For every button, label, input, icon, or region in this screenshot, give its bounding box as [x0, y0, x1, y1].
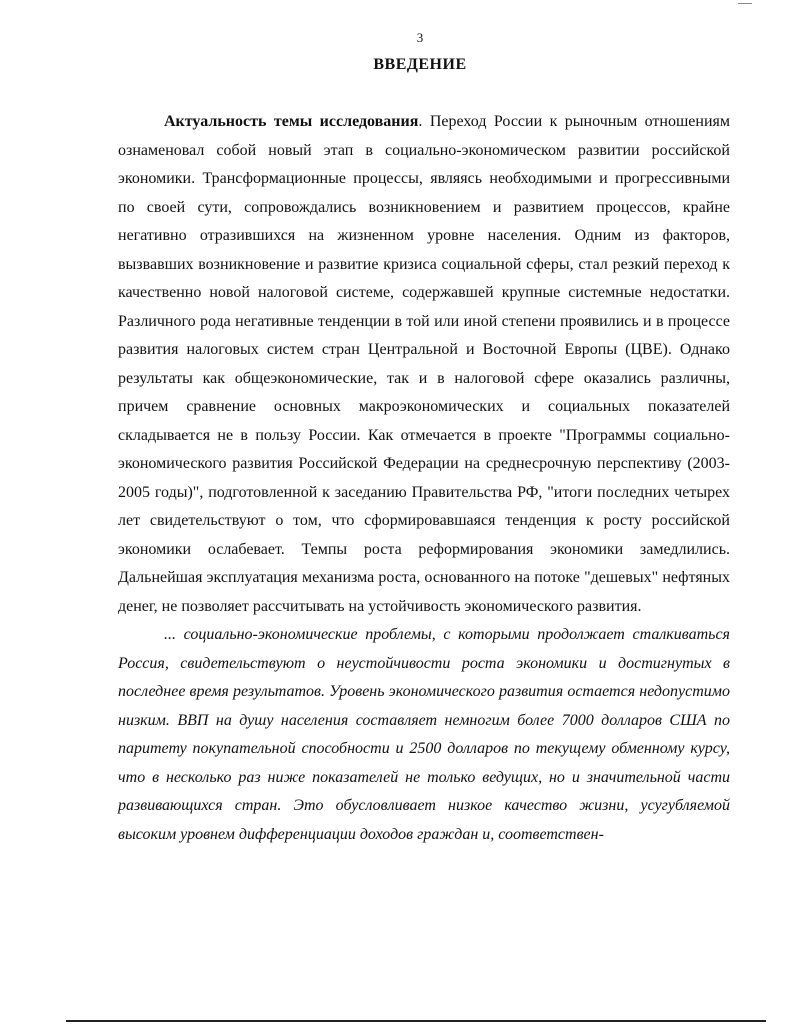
paragraph-lead: Актуальность темы исследования — [164, 113, 419, 130]
intro-paragraph — [118, 108, 730, 621]
scan-edge-mark — [738, 3, 752, 4]
document-body — [118, 108, 730, 849]
page-number: 3 — [416, 30, 424, 45]
page-title: ВВЕДЕНИЕ — [373, 56, 467, 73]
bottom-divider — [66, 1020, 766, 1022]
quote-paragraph: ... социально-экономические проблемы, с которыми продолжает сталкиваться Россия, свидетельствуют о неустойчивости роста экономики и достигнутых в последнее время результатов. Уровень экономического развития остается недопустимо низким. ВВП на душу населения составляет немногим более 7000 долларов США по паритету покупательной способности и 2500 долларов по текущему обменному курсу, что в несколько раз ниже показателей не только ведущих, но и значительной части развивающихся стран. Это обусловливает низкое качество жизни, усугубляемой высоким уровнем дифференциации доходов граждан и, соответствен- — [118, 626, 730, 843]
paragraph-text: . Переход России к рыночным отношениям ознаменовал собой новый этап в социально-экономическом развитии российской экономики. Трансформационные процессы, являясь необходимыми и прогрессивными по своей сути, сопровождались возникновением и развитием процессов, крайне негативно отразившихся на жизненном уровне населения. Одним из факторов, вызвавших возникновение и развитие кризиса социальной сферы, стал резкий переход к качественно новой налоговой системе, содержавшей крупные системные недостатки. Различного рода негативные тенденции в той или иной степени проявились и в процессе развития налоговых систем стран Центральной и Восточной Европы (ЦВЕ). Однако результаты как общеэкономические, так и в налоговой сфере оказались различны, причем сравнение основных макроэкономических и социальных показателей складывается не в пользу России. Как отмечается в проекте "Программы социально-экономического развития Российской Федерации на среднесрочную перспективу (2003-2005 годы)", подготовленной к заседанию Правительства РФ, "итоги последних четырех лет свидетельствуют о том, что сформировавшаяся тенденция к росту российской экономики ослабевает. Темпы роста реформирования экономики замедлились. Дальнейшая эксплуатация механизма роста, основанного на потоке "дешевых" нефтяных денег, не позволяет рассчитывать на устойчивость экономического развития. — [118, 113, 731, 615]
